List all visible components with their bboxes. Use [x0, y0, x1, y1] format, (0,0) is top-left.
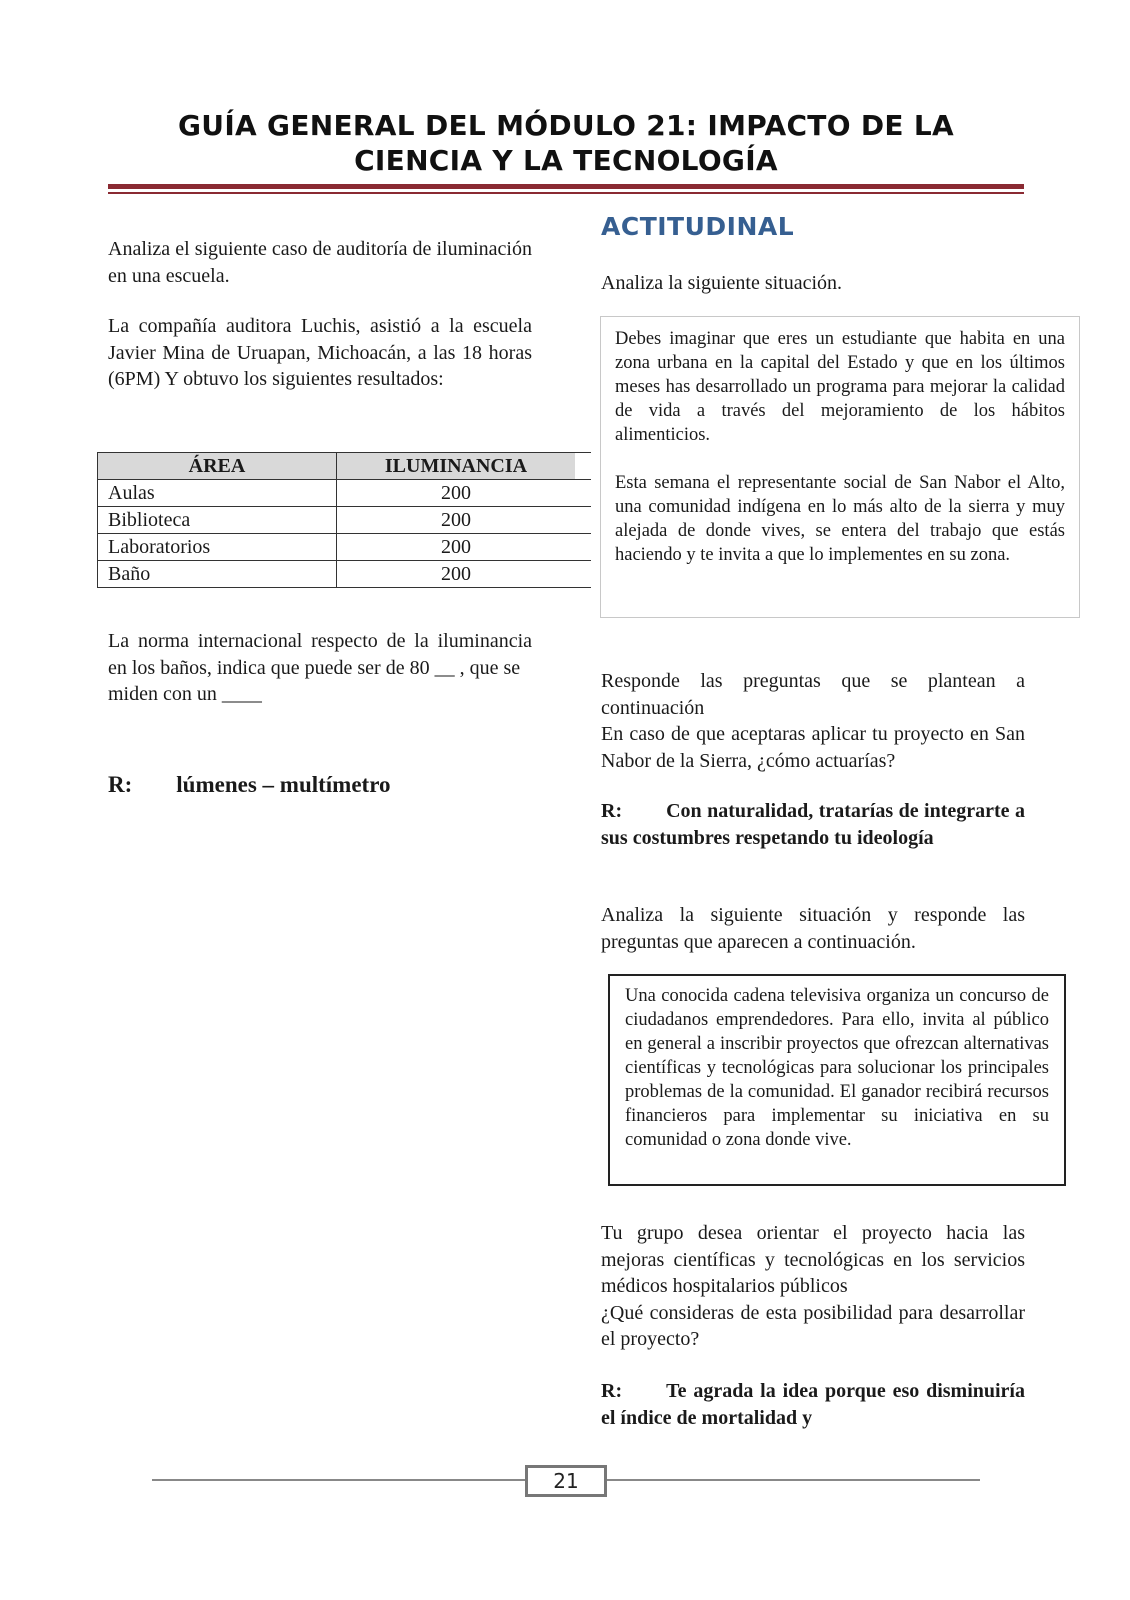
answer-1-text: Con naturalidad, tratarías de integrarte a sus costumbres respetando tu ideología — [601, 800, 1025, 849]
table-cell-illuminance: 200 — [337, 507, 576, 534]
table-cell-illuminance: 200 — [337, 534, 576, 561]
question-2-block — [601, 1220, 1025, 1353]
table-cell-area: Baño — [98, 561, 337, 588]
situation-2-paragraph: Una conocida cadena televisiva organiza un concurso de ciudadanos emprendedores. Para ello, invita al público en general a inscribir proyectos que ofrezcan alternativas científicas y tecnológicas para solucionar los principales problemas de la comunidad. El ganador recibirá recursos financieros para implementar su iniciativa en su comunidad o zona donde vive. — [625, 986, 1049, 1150]
page-title-line-1: GUÍA GENERAL DEL MÓDULO 21: IMPACTO DE LA — [178, 109, 954, 142]
page-number: 21 — [525, 1465, 607, 1497]
norm-line-2: miden con un ____ — [108, 683, 262, 705]
table-cell-area: Aulas — [98, 480, 337, 507]
table-row — [98, 561, 592, 588]
question-1-text: En caso de que aceptaras aplicar tu proyecto en San Nabor de la Sierra, ¿cómo actuarías? — [601, 723, 1025, 772]
left-answer — [108, 772, 532, 799]
table-header-spacer — [575, 453, 591, 480]
question-2-context: Tu grupo desea orientar el proyecto hacia las mejoras científicas y tecnológicas en los servicios médicos hospitalarios públicos — [601, 1222, 1025, 1297]
illuminance-table — [97, 452, 591, 588]
page-title-line-2: CIENCIA Y LA TECNOLOGÍA — [354, 144, 778, 177]
answer-1-block — [601, 798, 1025, 851]
situation-box-2 — [608, 974, 1066, 1186]
question-1-intro: Responde las preguntas que se plantean a continuación — [601, 670, 1025, 719]
question-2-text: ¿Qué consideras de esta posibilidad para desarrollar el proyecto? — [601, 1301, 1025, 1350]
header-rule-thick — [108, 184, 1024, 189]
right-intro-paragraph: Analiza la siguiente situación. — [601, 272, 843, 294]
answer-2-label: R: — [601, 1380, 623, 1402]
page-title — [108, 108, 1024, 178]
column-header-area: ÁREA — [98, 453, 337, 480]
header-rule-thin — [108, 192, 1024, 194]
answer-2-text: Te agrada la idea porque eso disminuiría el índice de mortalidad y — [601, 1380, 1025, 1429]
table-row — [98, 480, 592, 507]
table-cell-area: Biblioteca — [98, 507, 337, 534]
answer-text: lúmenes – multímetro — [176, 772, 391, 797]
table-row — [98, 534, 592, 561]
table-cell-illuminance: 200 — [337, 561, 576, 588]
case-paragraph: La compañía auditora Luchis, asistió a la escuela Javier Mina de Uruapan, Michoacán, a las 18 horas (6PM) Y obtuvo los siguientes resultados: — [108, 315, 532, 390]
left-intro-paragraph: Analiza el siguiente caso de auditoría de iluminación en una escuela. — [108, 238, 532, 287]
section-heading-actitudinal: ACTITUDINAL — [601, 212, 795, 241]
right-intro-2-paragraph: Analiza la siguiente situación y responde las preguntas que aparecen a continuación. — [601, 904, 1025, 953]
table-cell-illuminance: 200 — [337, 480, 576, 507]
norm-line-1: La norma internacional respecto de la iluminancia en los baños, indica que puede ser de 80 __ , que se — [108, 630, 532, 679]
table-cell-area: Laboratorios — [98, 534, 337, 561]
answer-2-block — [601, 1378, 1025, 1431]
situation-box-1 — [600, 316, 1080, 618]
table-row — [98, 507, 592, 534]
answer-label: R: — [108, 772, 133, 797]
situation-1-paragraph-2: Esta semana el representante social de San Nabor el Alto, una comunidad indígena en lo más alto de la sierra y muy alejada de donde vives, se entera del trabajo que estás haciendo y te invita a que lo implementes en su zona. — [615, 473, 1065, 565]
column-header-illuminance: ILUMINANCIA — [337, 453, 576, 480]
answer-1-label: R: — [601, 800, 623, 822]
norm-paragraph — [108, 628, 532, 708]
situation-1-paragraph-1: Debes imaginar que eres un estudiante que habita en una zona urbana en la capital del Estado y que en los últimos meses has desarrollado un programa para mejorar la calidad de vida a través del mejoramiento de los hábitos alimenticios. — [615, 329, 1065, 445]
question-1-block — [601, 668, 1025, 774]
table-header-row — [98, 453, 592, 480]
